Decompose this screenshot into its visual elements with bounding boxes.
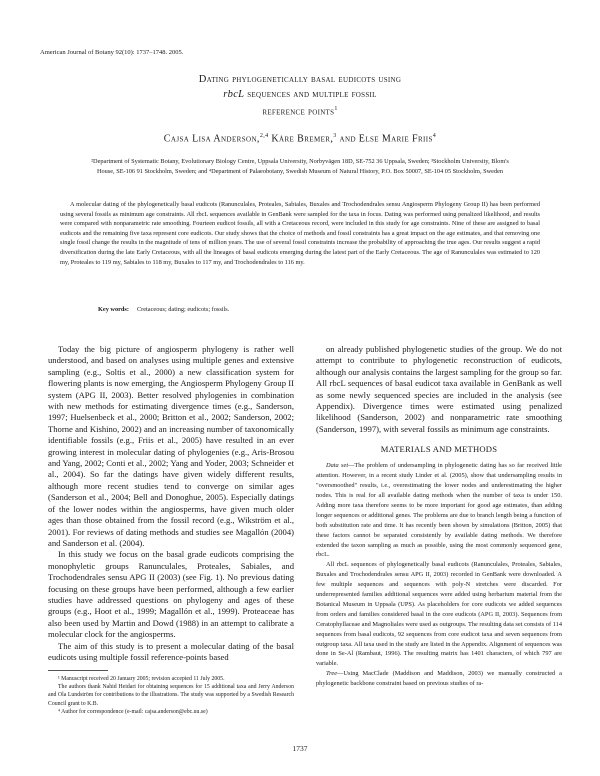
left-column (48, 344, 294, 663)
journal-citation: American Journal of Botany 92(10): 1737–1748. 2005. (40, 49, 184, 56)
tree-text: —Using MacClade (Maddison and Maddison, 2003) we manually constructed a phylogenetic backbone constraint based on previous studies of ra- (316, 670, 562, 688)
title-line-1: Dating phylogenetically basal eudicots using (198, 74, 402, 85)
intro-paragraph-1: Today the big picture of angiosperm phylogeny is rather well understood, and based on analyses using multiple genes and extensive sampling (e.g., Soltis et al., 2000) a new classification system for flowering plants is now emerging, the Angiosperm Phylogeny Group II system (APG II, 2003). Better resolved phylogenies in combination with new methods for estimating divergence times (e.g., Sanderson, 1997; Huelsenbeck et al., 2000; Britton et al., 2002; Sanderson, 2002; Thorne and Kishino, 2002) and an increasing number of taxonomically identifiable fossils (e.g., Friis et al., 2005) have resulted in an ever growing interest in molecular dating of phylogenies (e.g., Aris-Brosou and Yang, 2002; Conti et al., 2002; Yang and Yoder, 2003; Schneider et al., 2004). So far the datings have given widely different results, although more recent studies tend to converge on similar ages (Sanderson et al., 2004; Bell and Donoghue, 2005). Especially datings of the lower nodes within the angiosperms, have given much older ages than those obtained from the fossil record (e.g., Wikström et al., 2001). For reviews of dating methods and studies see Magallón (2004) and Sanderson et al. (2004). (48, 344, 294, 548)
tree-paragraph (316, 669, 562, 689)
title-line-3-text: reference points (262, 106, 335, 118)
tree-label: Tree (326, 670, 338, 678)
intro-paragraph-3: The aim of this study is to present a molecular dating of the basal eudicots using multiple fossil reference-points based (48, 640, 294, 662)
title-line-2 (60, 87, 540, 102)
author-2-marker: 3 (333, 133, 337, 139)
author-3: and Else Marie Friis (336, 133, 433, 145)
footnote-3: ⁴ Author for correspondence (e-mail: cajsa.anderson@ebc.uu.se) (58, 708, 208, 715)
author-1-marker: 2,4 (259, 133, 269, 139)
keywords-label: Key words: (98, 306, 129, 313)
dataset-paragraph (316, 461, 562, 560)
title-footnote-marker: 1 (334, 106, 338, 112)
keywords-text: Cretaceous; dating; eudicots; fossils. (136, 306, 230, 313)
title-line-3 (60, 102, 540, 120)
title-gene-name: rbcL (223, 89, 245, 100)
author-3-marker: 4 (432, 133, 437, 139)
footnote-2: The authors thank Nahid Heidari for obtaining sequences for 15 additional taxa and Jerry Anderson and Ola Lundström for contributions to the illustrations. The study was supported by a Swedish Research Council grant to K.B. (48, 684, 294, 707)
author-1: Cajsa Lisa Anderson, (163, 133, 260, 145)
author-list (60, 133, 540, 144)
methods-paragraph-2: All rbcL sequences of phylogenetically basal eudicots (Ranunculales, Proteales, Sabiales, Buxales and Trochodendrales sensu APG II, 2003) recorded in GenBank were downloaded. A few multiple sequences and sequences with poly-N stretches were discarded. For underrepresented families additional sequences were added using herbarium material from the Botanical Museum in Uppsala (UPS). As placeholders for core eudicots we added sequences from orders and families considered basal in the core eudicots (APG II, 2003). Sequences from Ceratophyllaceae and Magnoliales were used as outgroups. The resulting data set consists of 114 sequences from basal eudicots, 92 sequences from core eudicot taxa and seven sequences from outgroup taxa. All taxa used in the study are listed in the Appendix. Alignment of sequences was done in Se-Al (Rambaut, 1996). The resulting matrix has 1401 characters, of which 797 are variable. (316, 561, 562, 668)
title-line-2-rest: sequences and multiple fossil (244, 89, 377, 100)
dataset-label: Data set (326, 462, 349, 470)
keywords (98, 306, 229, 313)
abstract: A molecular dating of the phylogenetically basal eudicots (Ranunculales, Proteales, Sabiales, Buxales and Trochodendrales sensu Angiosperm Phylogeny Group II) has been performed using several fossils as minimum age constraints. All rbcL sequences available in GenBank were sampled for the taxa in focus. Dating was performed using penalized likelihood, and results were compared with nonparametric rate smoothing. Fourteen eudicot fossils, all with a Cretaceous record, were included in this study for age constraints. Nine of these are assigned to basal eudicots and the remaining five taxa represent core eudicots. Our study shows that the choice of methods and fossil constraints has a great impact on the age estimates, and that removing one single fossil change the results in the magnitude of tens of million years. The use of several fossil constraints increase the probability of approaching the true ages. Our results suggest a rapid diversification during the late Early Cretaceous, with all the lineages of basal eudicots emerging during the latest part of the Early Cretaceous. The age of Ranunculales was estimated to 120 my, Proteales to 119 my, Sabiales to 118 my, Buxales to 117 my, and Trochodendrales to 116 my. (60, 201, 540, 266)
footnote-divider (48, 670, 108, 671)
author-2: Kåre Bremer, (268, 133, 334, 145)
article-title (60, 72, 540, 120)
footnote-1: ¹ Manuscript received 20 January 2005; revision accepted 11 July 2005. (58, 676, 225, 682)
intro-paragraph-2: In this study we focus on the basal grade eudicots comprising the monophyletic groups Ranunculales, Proteales, Sabiales, and Trochodendrales sensu APG II (2003) (see Fig. 1). No previous dating focusing on these groups have been performed, although a few earlier studies have addressed questions on phylogeny and ages of these groups (e.g., Hoot et al., 1999; Magallón et al., 1999). Proteaceae has also been used by Martin and Dowd (1988) in an attempt to calibrate a molecular clock for the angiosperms. (48, 549, 294, 640)
footnotes (48, 675, 294, 716)
dataset-text: —The problem of undersampling in phylogenetic dating has so far received little attention. However, in a recent study Linder et al. (2005), show that undersampling results in "oversmoothed" results, i.e., overestimating the lower nodes and underestimating the higher nodes. This is real for all available dating methods when the number of taxa is under 150. Adding more taxa therefore seems to be more important for good age estimates, than adding longer sequences or additional genes. The problems are due to branch length being a function of both substitution rate and time. It has recently been shown by simulations (Britton, 2005) that these factors cannot be separated consistently by available dating methods. We therefore extended the taxon sampling as much as possible, using the most commonly sequenced gene, rbcL. (316, 462, 562, 559)
section-heading: MATERIALS AND METHODS (380, 444, 498, 455)
page-number: 1737 (292, 744, 308, 753)
intro-paragraph-4: on already published phylogenetic studies of the group. We do not attempt to contribute to phylogenetic reconstruction of eudicots, although our analysis contains the largest sampling for the group so far. All rbcL sequences of basal eudicot taxa available in GenBank as well as some newly sequenced species are included in the analysis (see Appendix). Divergence times were estimated using penalized likelihood (Sanderson, 2002) and nonparametric rate smoothing (Sanderson, 1997), with several fossils as minimum age constraints. (316, 344, 562, 434)
affiliations: ²Department of Systematic Botany, Evolutionary Biology Centre, Uppsala University, Norbyvägen 18D, SE-752 36 Uppsala, Sweden; ³Stockholm University, Blom's House, SE-106 91 Stockholm, Sweden; and ⁴Department of Palaeobotany, Swedish Museum of Natural History, P.O. Box 50007, SE-104 05 Stockholm, Sweden (91, 158, 509, 175)
right-column (316, 344, 562, 689)
